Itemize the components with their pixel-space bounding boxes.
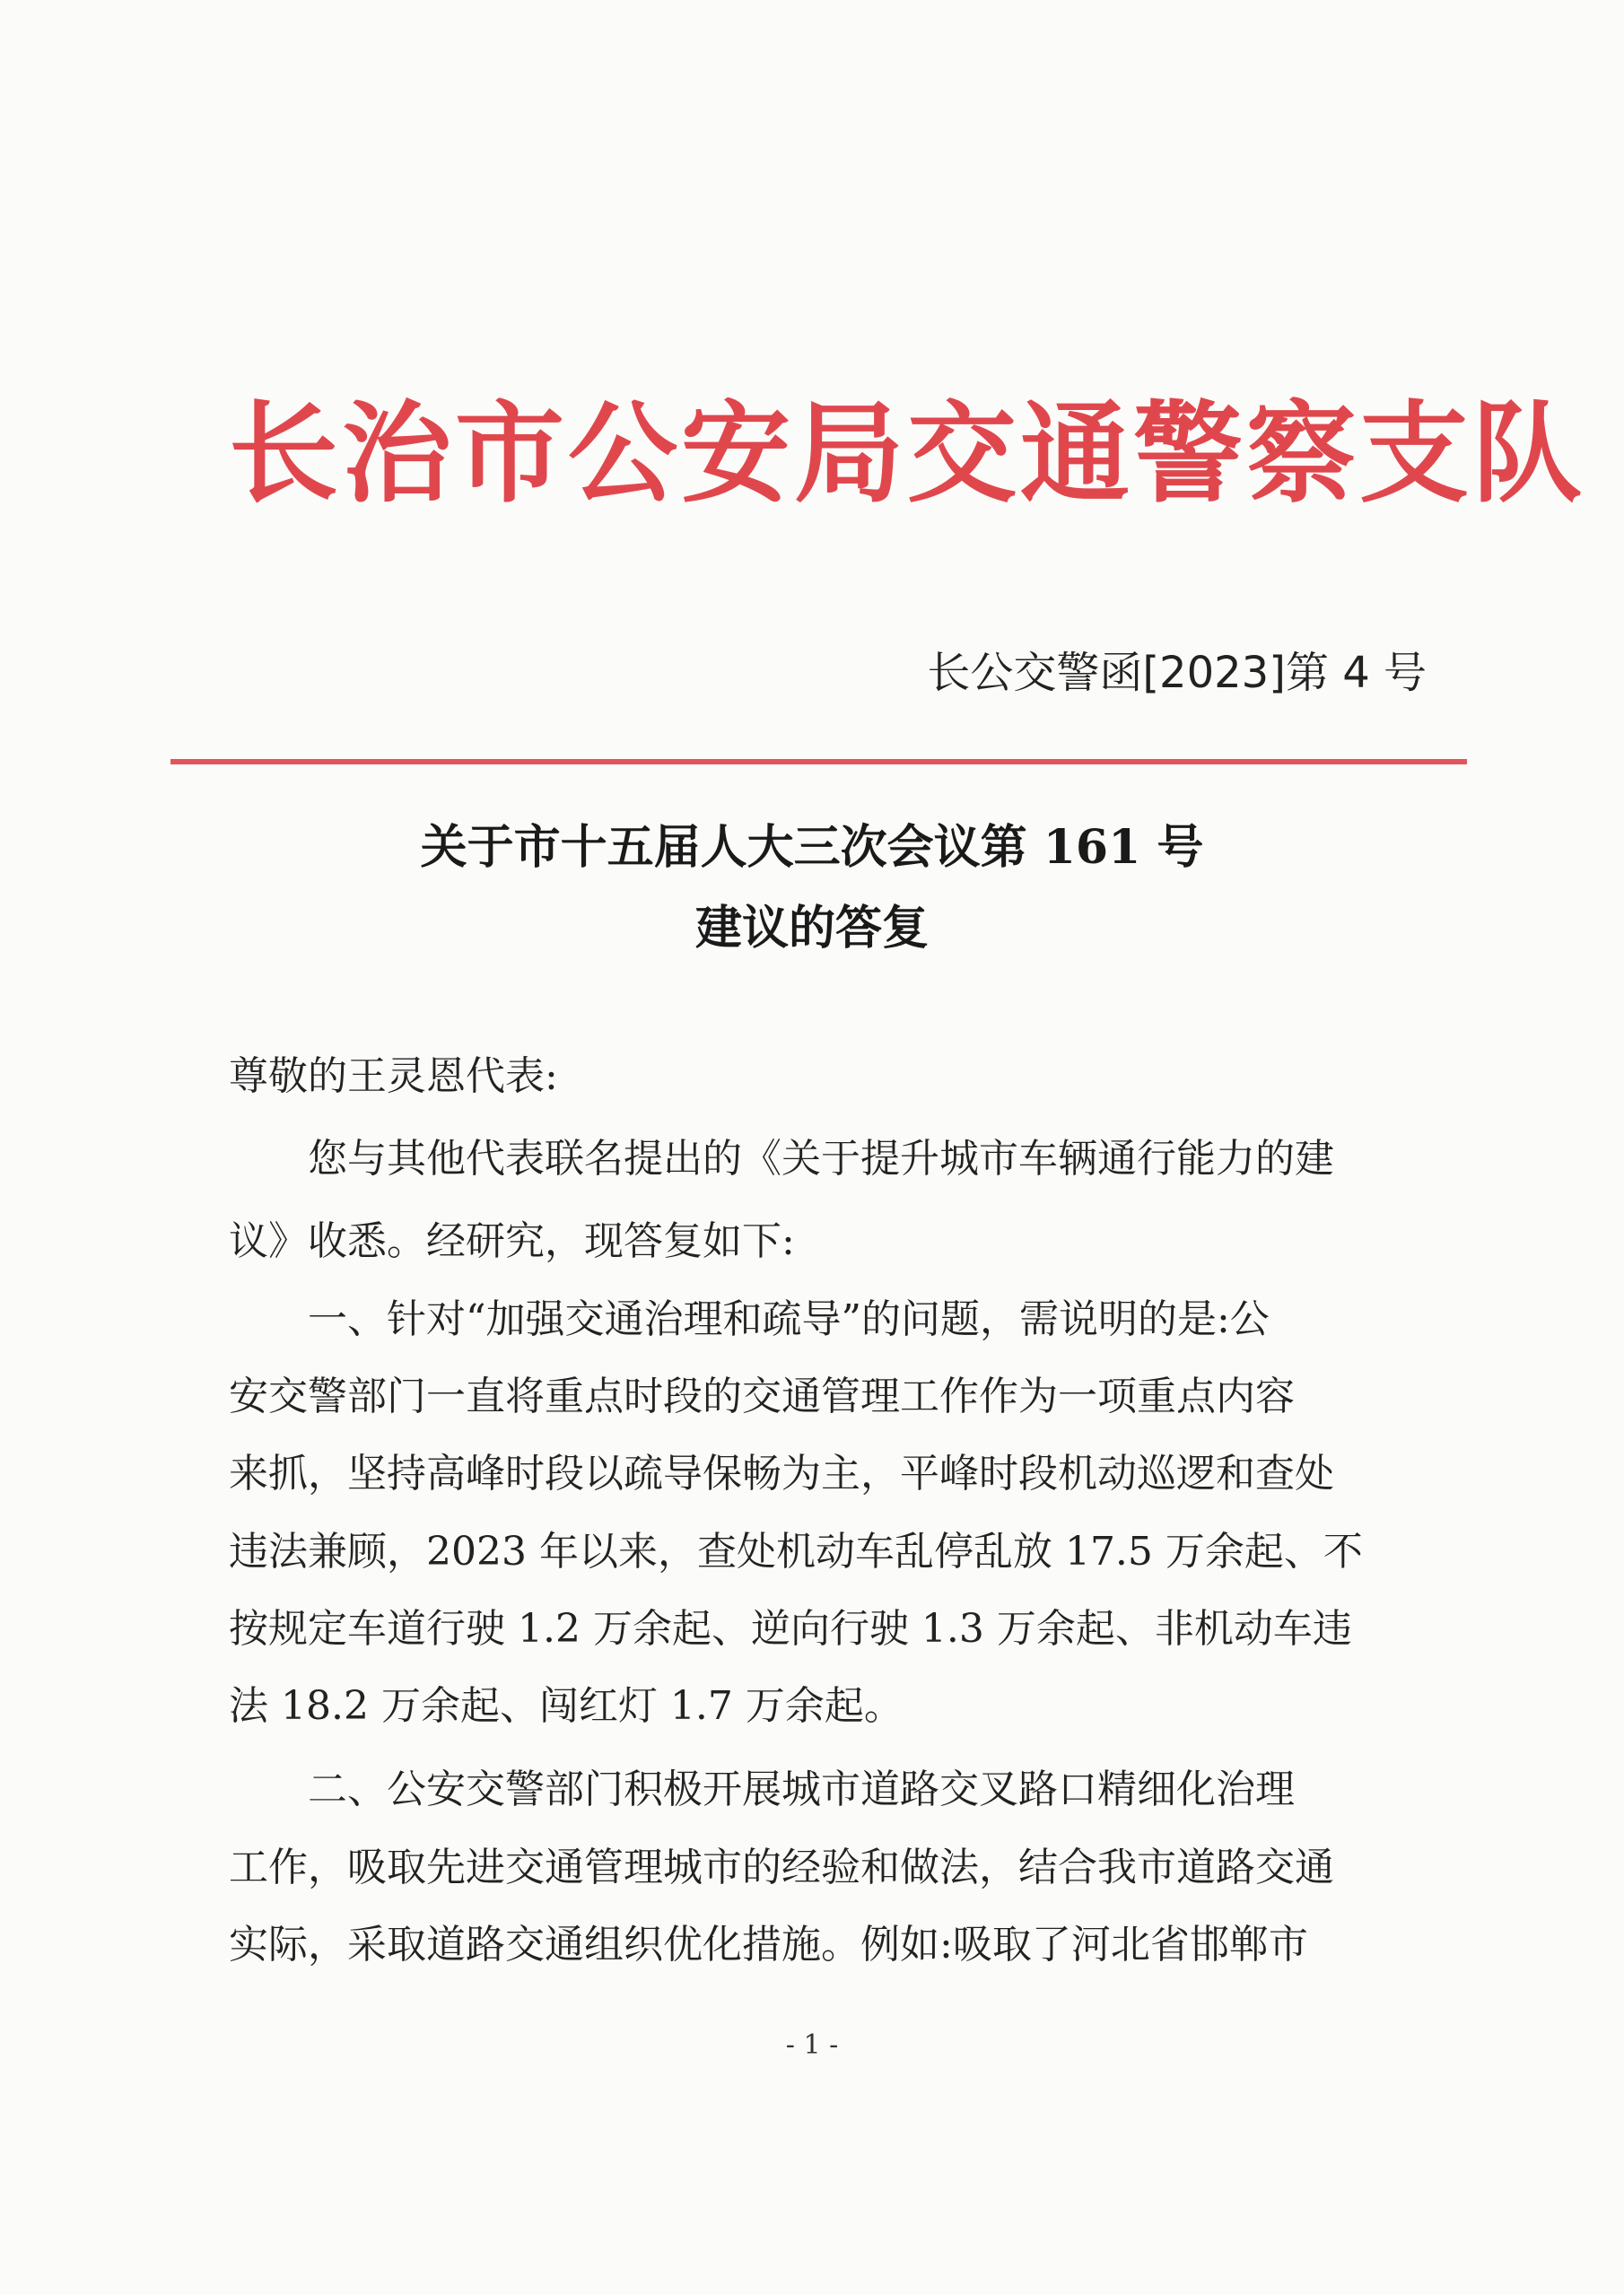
body-line: 二、公安交警部门积极开展城市道路交叉路口精细化治理: [229, 1767, 1295, 1812]
red-divider-line: [170, 759, 1467, 764]
document-title-line-1: 关于市十五届人大三次会议第 161 号: [420, 820, 1204, 875]
body-line: 工作，吸取先进交通管理城市的经验和做法，结合我市道路交通: [229, 1845, 1334, 1890]
body-line: 实际，采取道路交通组织优化措施。例如:吸取了河北省邯郸市: [229, 1922, 1308, 1968]
document-number: 长公交警函[2023]第 4 号: [927, 648, 1427, 698]
body-line: 议》收悉。经研究，现答复如下:: [229, 1218, 795, 1264]
body-line: 安交警部门一直将重点时段的交通管理工作作为一项重点内容: [229, 1374, 1295, 1419]
organization-header: 长治市公安局交通警察支队: [229, 388, 1585, 518]
body-line: 一、针对“加强交通治理和疏导”的问题，需说明的是:公: [229, 1296, 1270, 1342]
page-number: - 1 -: [785, 2029, 839, 2061]
body-line: 您与其他代表联名提出的《关于提升城市车辆通行能力的建: [229, 1136, 1334, 1182]
salutation: 尊敬的王灵恩代表:: [229, 1053, 558, 1099]
body-line: 法 18.2 万余起、闯红灯 1.7 万余起。: [229, 1683, 904, 1729]
body-line: 按规定车道行驶 1.2 万余起、逆向行驶 1.3 万余起、非机动车违: [229, 1606, 1352, 1652]
body-line: 来抓，坚持高峰时段以疏导保畅为主，平峰时段机动巡逻和查处: [229, 1451, 1334, 1497]
body-line: 违法兼顾，2023 年以来，查处机动车乱停乱放 17.5 万余起、不: [229, 1529, 1363, 1575]
document-title-line-2: 建议的答复: [694, 901, 929, 956]
